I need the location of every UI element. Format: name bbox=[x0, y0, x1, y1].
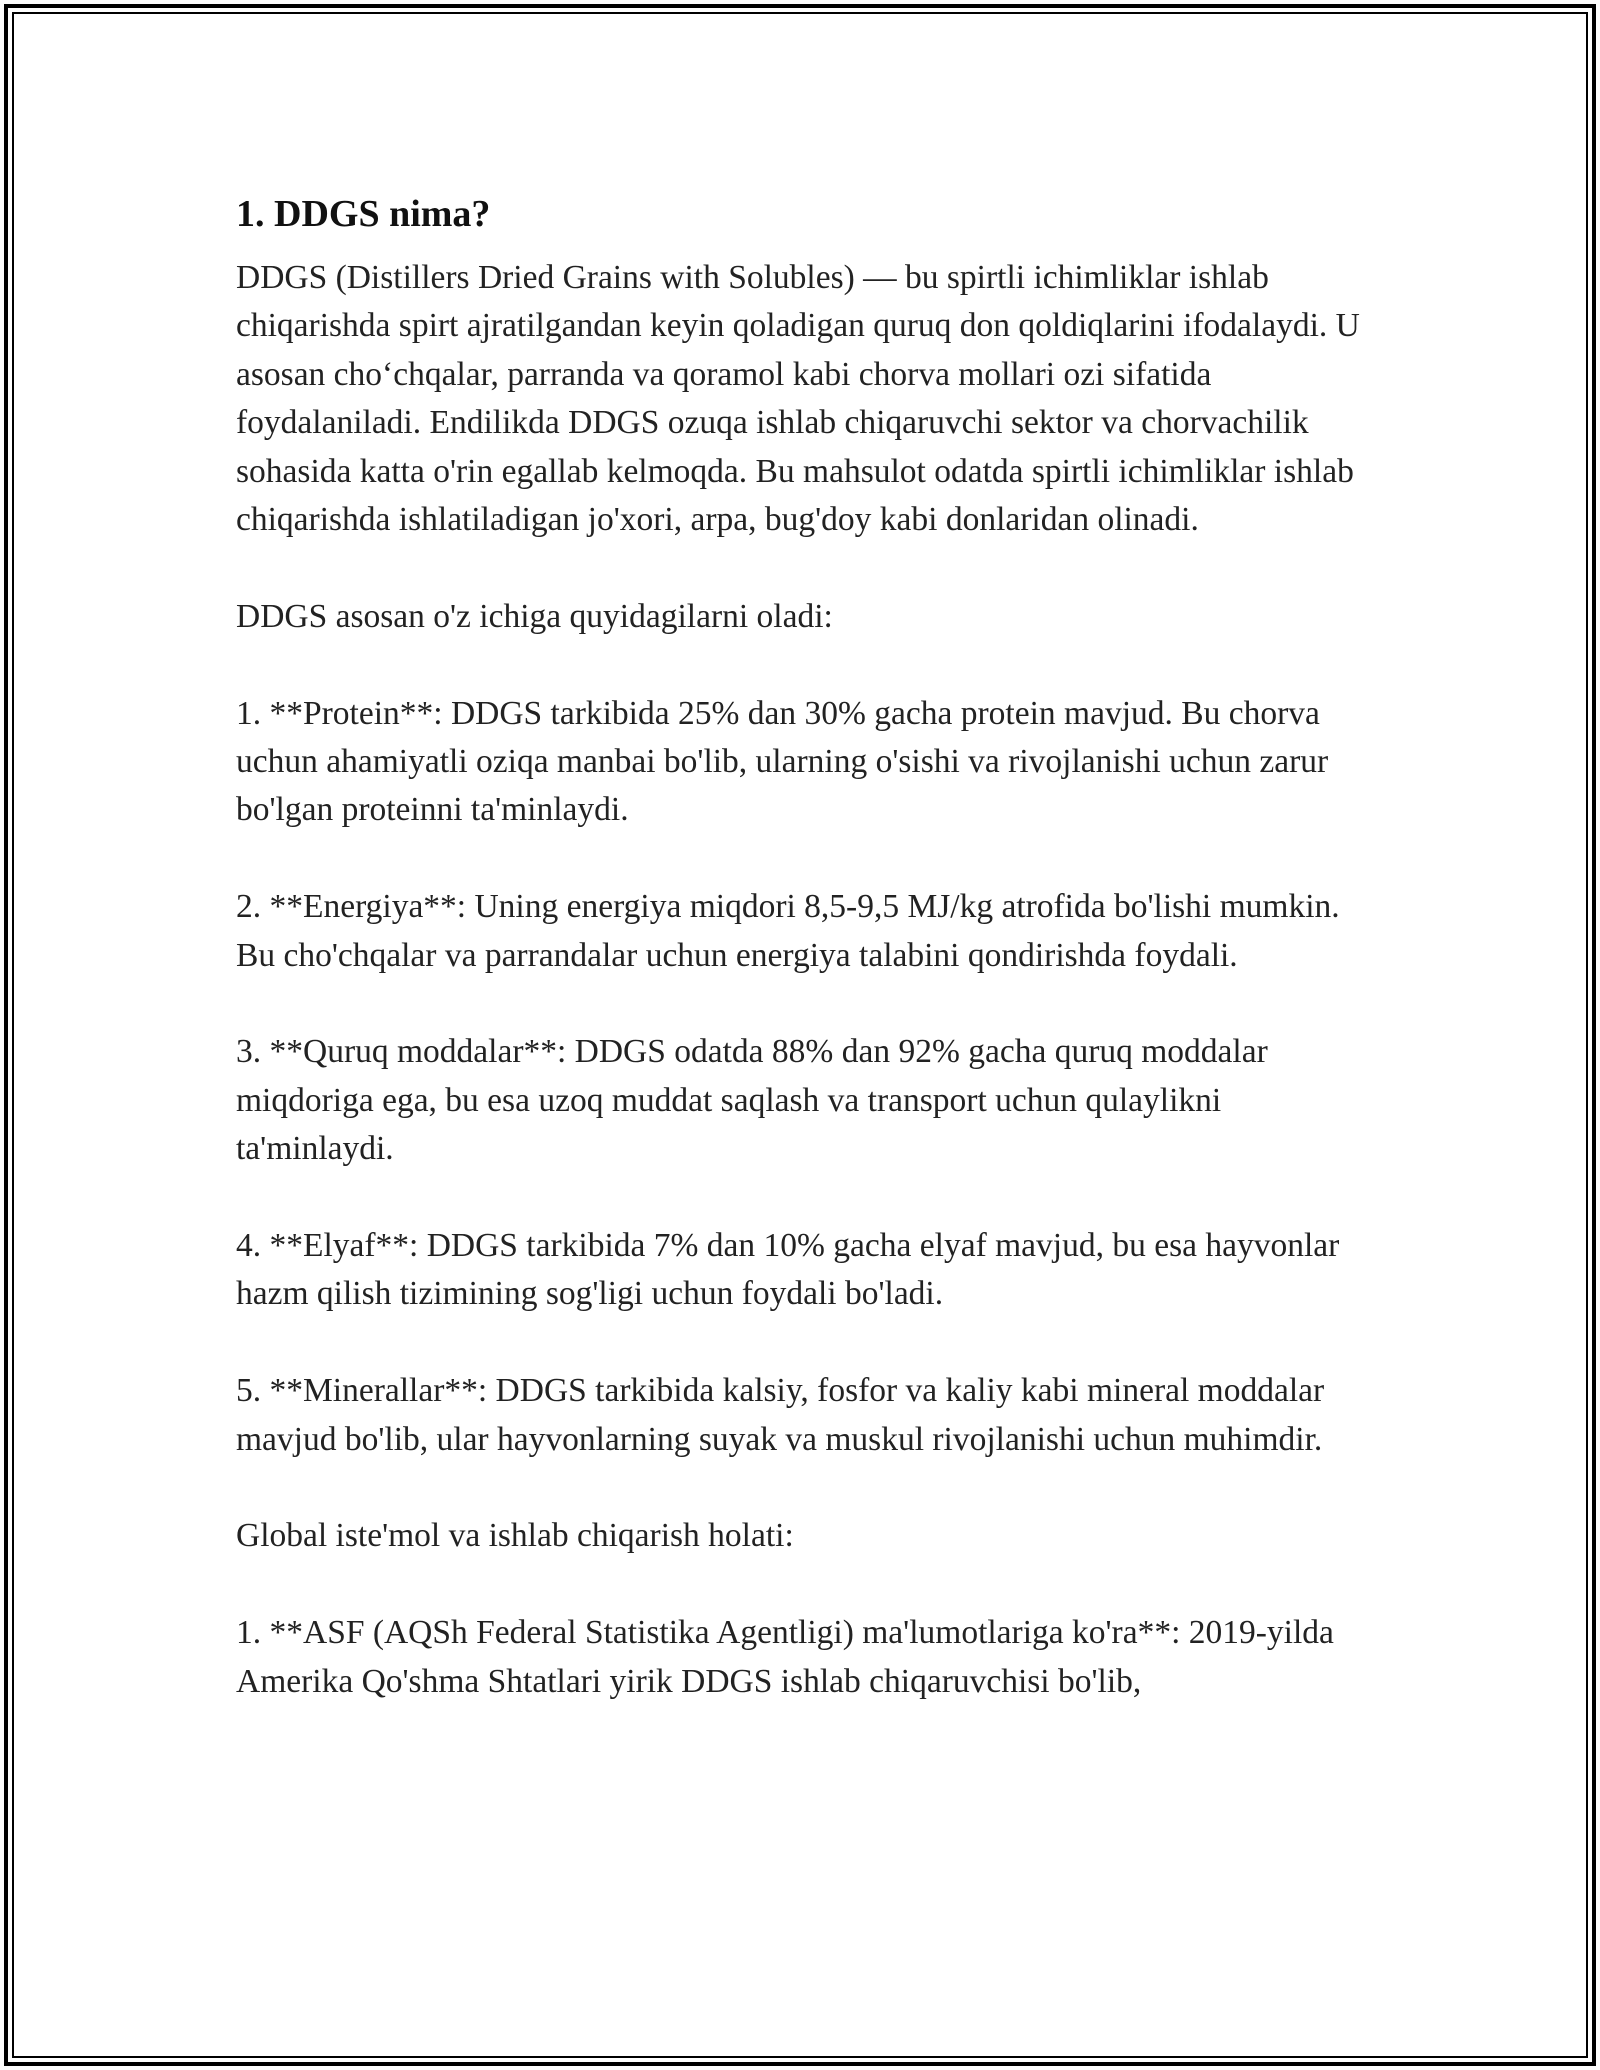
document-page bbox=[236, 186, 1368, 1706]
list-item-fiber: 4. **Elyaf**: DDGS tarkibida 7% dan 10% gacha elyaf mavjud, bu esa hayvonlar hazm qilish tizimining sog'ligi uchun foydali bo'ladi. bbox=[236, 1227, 1340, 1313]
list-item-dry-matter: 3. **Quruq moddalar**: DDGS odatda 88% dan 92% gacha quruq moddalar miqdoriga ega, bu esa uzoq muddat saqlash va transport uchun qulaylikni ta'minlaydi. bbox=[236, 1033, 1268, 1168]
intro-paragraph: DDGS (Distillers Dried Grains with Solubles) — bu spirtli ichimliklar ishlab chiqarishda spirt ajratilgandan keyin qoladigan quruq don qoldiqlarini ifodalaydi. U asosan cho‘chqalar, parranda va qoramol kabi chorva mollari ozi sifatida foydalaniladi. Endilikda DDGS ozuqa ishlab chiqaruvchi sektor va chorvachilik sohasida katta o'rin egallab kelmoqda. Bu mahsulot odatda spirtli ichimliklar ishlab chiqarishda ishlatiladigan jo'xori, arpa, bug'doy kabi donlaridan olinadi. bbox=[236, 259, 1360, 539]
list-item-asf: 1. **ASF (AQSh Federal Statistika Agentligi) ma'lumotlariga ko'ra**: 2019-yilda Amerika Qo'shma Shtatlari yirik DDGS ishlab chiqaruvchisi bo'lib, bbox=[236, 1614, 1334, 1700]
list-item-minerals: 5. **Minerallar**: DDGS tarkibida kalsiy, fosfor va kaliy kabi mineral moddalar mavjud bo'lib, ular hayvonlarning suyak va muskul rivojlanishi uchun muhimdir. bbox=[236, 1372, 1325, 1458]
global-status-intro: Global iste'mol va ishlab chiqarish holati: bbox=[236, 1517, 794, 1555]
list-item-energy: 2. **Energiya**: Uning energiya miqdori 8,5-9,5 MJ/kg atrofida bo'lishi mumkin. Bu cho'chqalar va parrandalar uchun energiya talabini qondirishda foydali. bbox=[236, 888, 1340, 974]
list-item-protein: 1. **Protein**: DDGS tarkibida 25% dan 30% gacha protein mavjud. Bu chorva uchun ahamiyatli oziqa manbai bo'lib, ularning o'sishi va rivojlanishi uchun zarur bo'lgan proteinni ta'minlaydi. bbox=[236, 694, 1329, 829]
section-heading: 1. DDGS nima? bbox=[236, 193, 491, 235]
composition-intro: DDGS asosan o'z ichiga quyidagilarni oladi: bbox=[236, 597, 833, 635]
